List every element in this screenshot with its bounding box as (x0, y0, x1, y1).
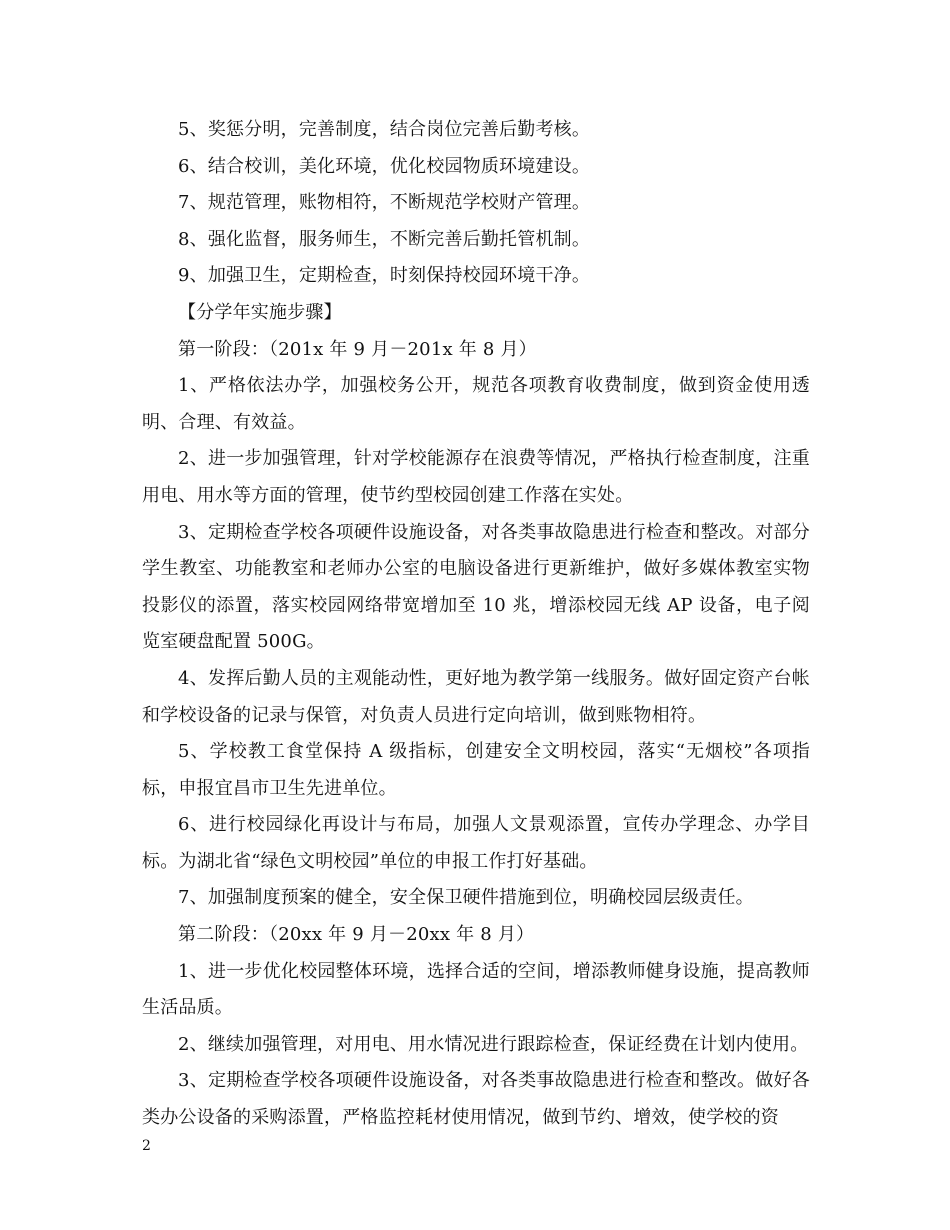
section-heading: 【分学年实施步骤】 (178, 301, 342, 323)
paragraph: 6、结合校训，美化环境，优化校园物质环境建设。 (178, 155, 591, 177)
paragraph: 8、强化监督，服务师生，不断完善后勤托管机制。 (178, 228, 591, 250)
paragraph: 7、规范管理，账物相符，不断规范学校财产管理。 (178, 192, 591, 214)
paragraph: 3、定期检查学校各项硬件设施设备，对各类事故隐患进行检查和整改。做好各类办公设备的采购添置，严格监控耗材使用情况，做到节约、增效，使学校的资 (142, 1070, 810, 1129)
paragraph: 4、发挥后勤人员的主观能动性，更好地为教学第一线服务。做好固定资产台帐和学校设备的记录与保管，对负责人员进行定向培训，做到账物相符。 (142, 667, 810, 726)
stage-heading: 第一阶段：（201x 年 9 月－201x 年 8 月） (178, 338, 537, 360)
paragraph: 1、严格依法办学，加强校务公开，规范各项教育收费制度，做到资金使用透明、合理、有效益。 (142, 375, 810, 433)
paragraph: 5、奖惩分明，完善制度，结合岗位完善后勤考核。 (178, 119, 591, 140)
page-number: 2 (142, 1138, 151, 1154)
paragraph: 3、定期检查学校各项硬件设施设备，对各类事故隐患进行检查和整改。对部分学生教室、功能教室和老师办公室的电脑设备进行更新维护，做好多媒体教室实物投影仪的添置，落实校园网络带宽增加至 10 兆，增添校园无线 AP 设备，电子阅览室硬盘配置 500G。 (142, 521, 810, 653)
paragraph: 2、进一步加强管理，针对学校能源存在浪费等情况，严格执行检查制度，注重用电、用水等方面的管理，使节约型校园创建工作落在实处。 (142, 448, 810, 506)
paragraph: 1、进一步优化校园整体环境，选择合适的空间，增添教师健身设施，提高教师生活品质。 (142, 960, 810, 1019)
paragraph: 6、进行校园绿化再设计与布局，加强人文景观添置，宣传办学理念、办学目标。为湖北省“绿色文明校园”单位的申报工作打好基础。 (142, 814, 810, 872)
paragraph: 7、加强制度预案的健全，安全保卫硬件措施到位，明确校园层级责任。 (178, 887, 754, 909)
paragraph: 2、继续加强管理，对用电、用水情况进行跟踪检查，保证经费在计划内使用。 (178, 1033, 809, 1055)
stage-heading: 第二阶段：（20xx 年 9 月－20xx 年 8 月） (178, 924, 535, 946)
paragraph: 9、加强卫生，定期检查，时刻保持校园环境干净。 (178, 265, 591, 287)
document-body (142, 112, 810, 1137)
paragraph: 5、学校教工食堂保持 A 级指标，创建安全文明校园，落实“无烟校”各项指标，申报宜昌市卫生先进单位。 (142, 741, 810, 799)
